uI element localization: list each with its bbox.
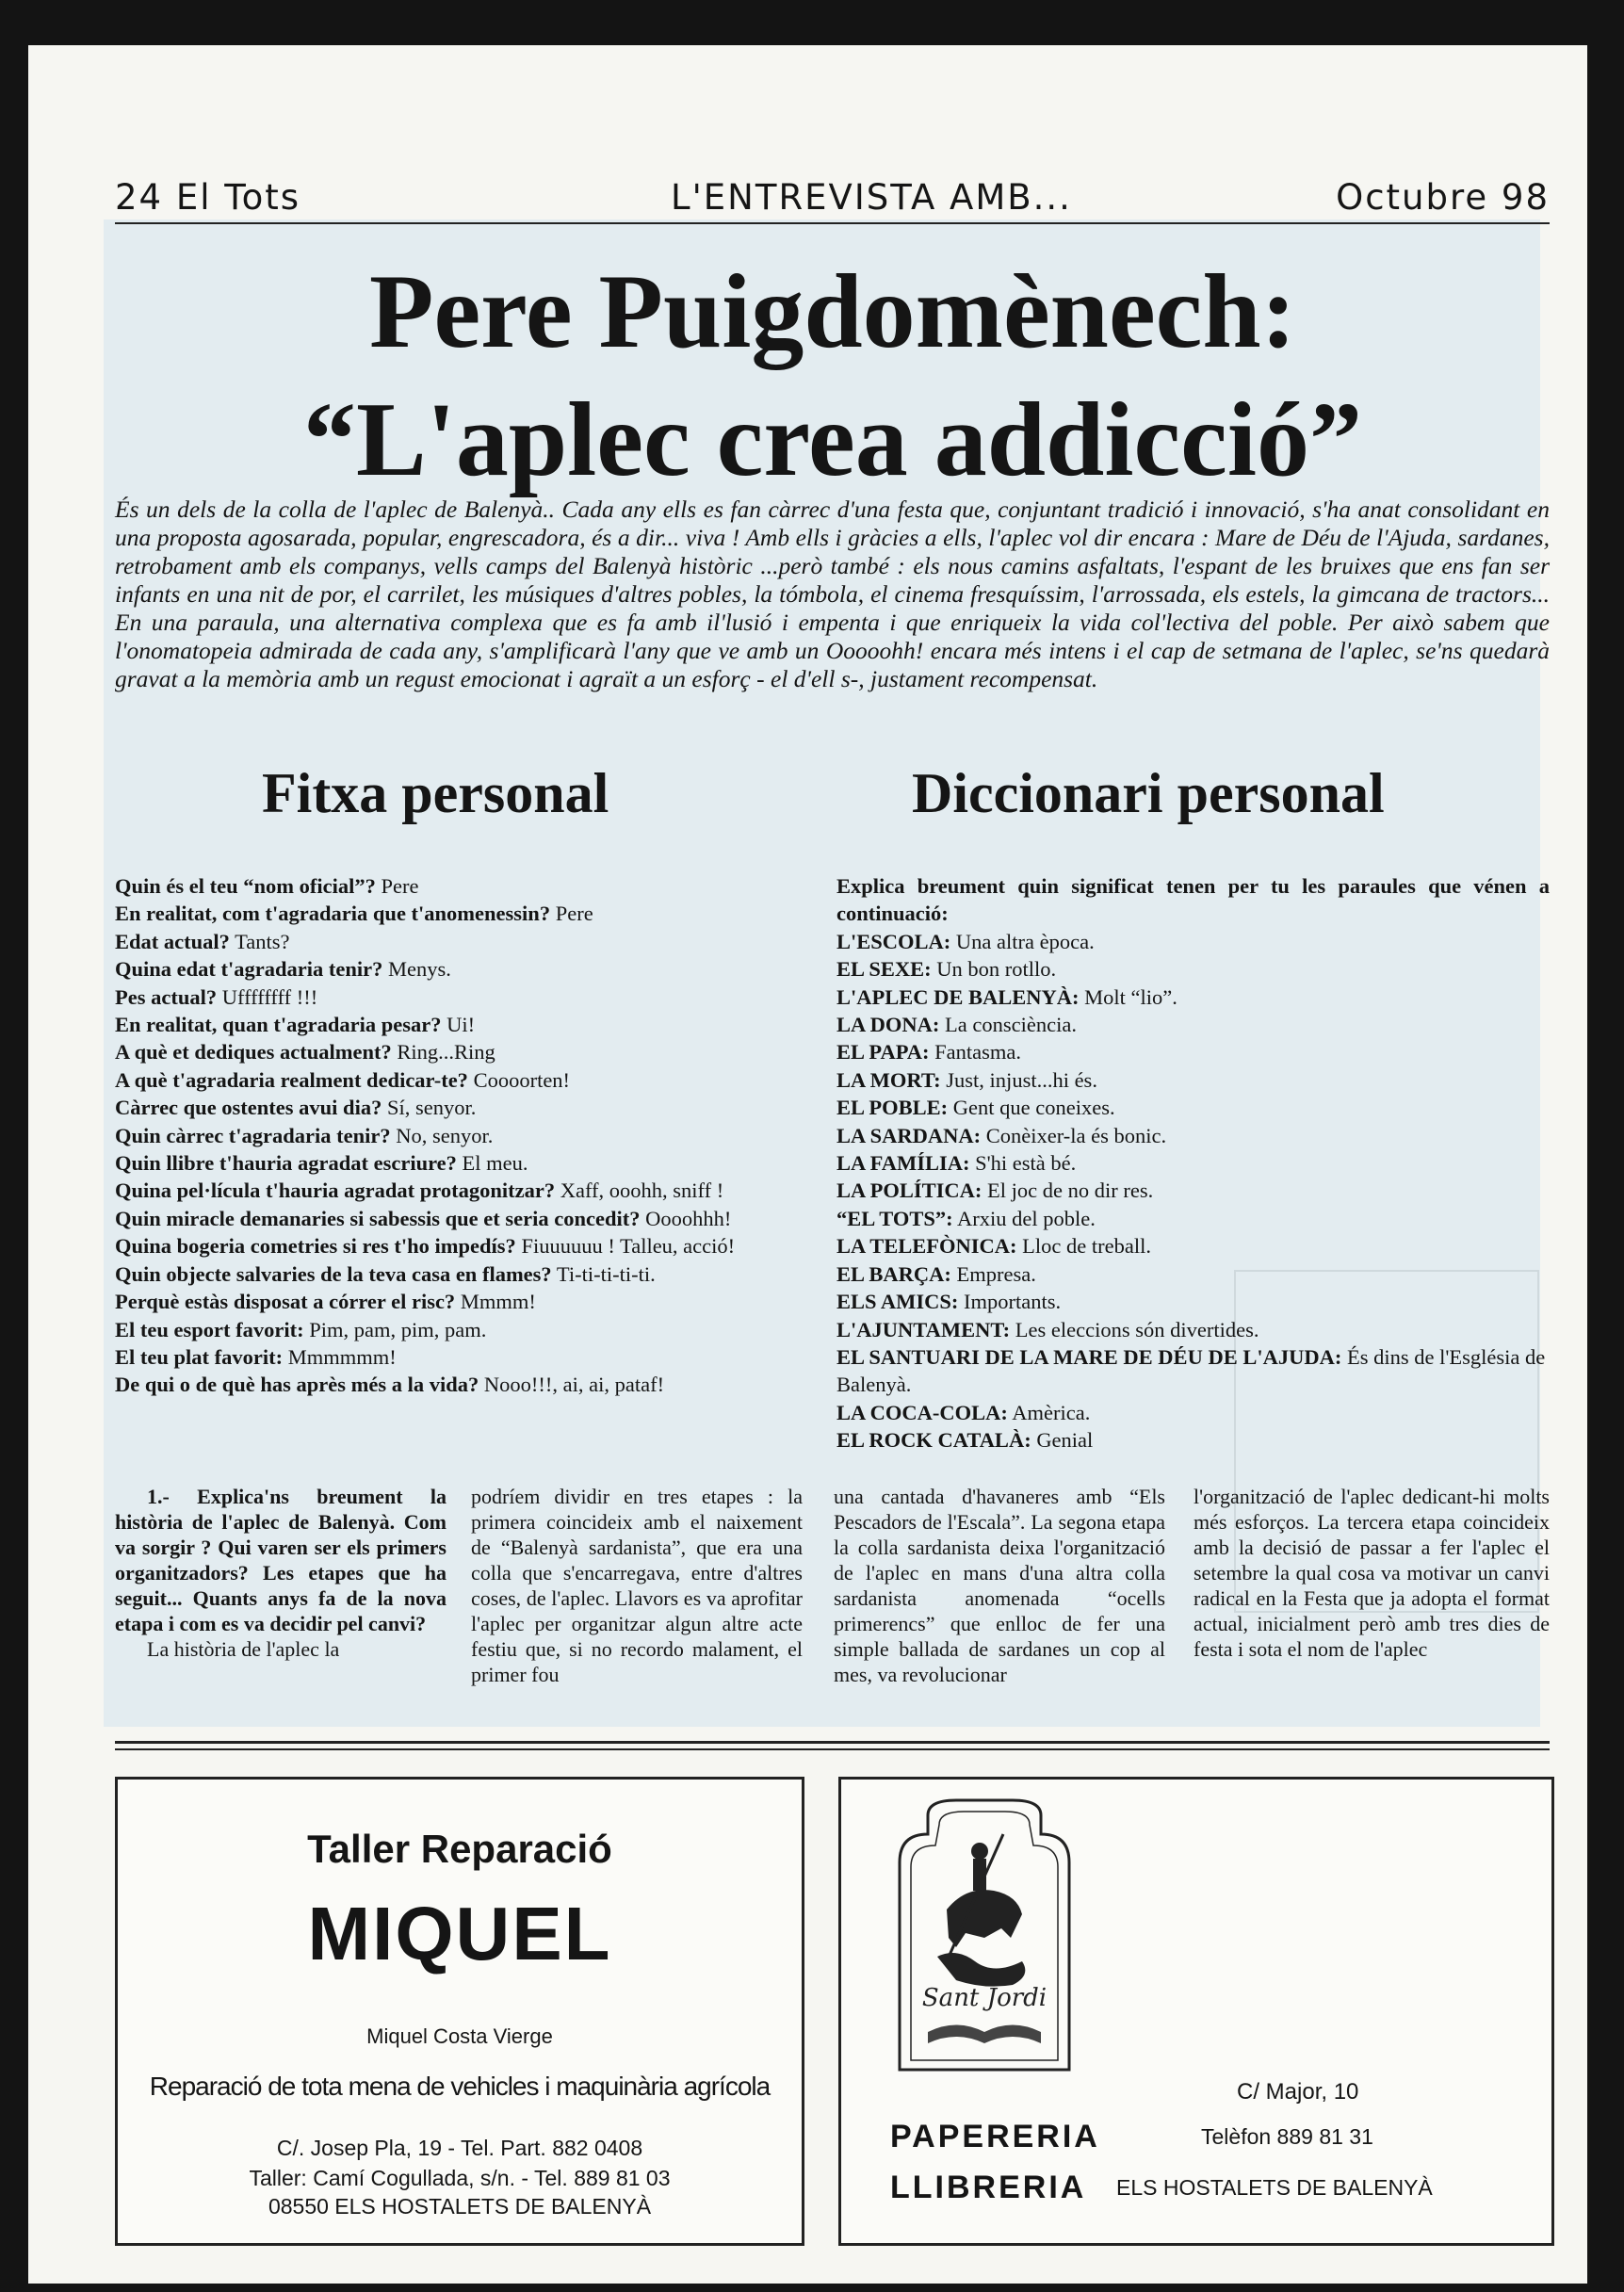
diccionari-item <box>836 1066 1550 1094</box>
taller-address-3: 08550 ELS HOSTALETS DE BALENYÀ <box>268 2194 652 2219</box>
diccionari-item <box>836 1316 1550 1343</box>
diccionari-definition: És dins de l'Església de Balenyà. <box>836 1344 1546 1397</box>
section-title: L'ENTREVISTA AMB... <box>671 177 1072 218</box>
intro-paragraph: És un dels de la colla de l'aplec de Balenyà.. Cada any ells es fan càrrec d'una festa que, conjuntant tradició i innovació, s'ha anat consolidant en una proposta agosarada, popular, engrescadora, és a dir... viva ! Amb ells i gràcies a ells, l'aplec vol dir encara : Mare de Déu de l'Ajuda, sardanes, retrobament amb els companys, vells camps del Balenyà històric ...però també : els nous camins asfaltats, l'espant de les bruixes que ens fan ser infants en una nit de por, el carrilet, les músiques d'altres pobles, la tómbola, el cinema fresquíssim, l'arrossada, els estels, la gimcana de tractors... En una paraula, una alternativa complexa que es fa amb il'lusió i empenta i que enriqueix la vida col'lectiva del poble. Per això sabem que l'onomatopeia admirada de cada any, s'amplificarà l'any que ve amb un Ooooohh! encara més intens i el cap de setmana de l'aplec, se'ns quedarà gravat a la memòria amb un regust emocionat i agraït a un esforç - el d'ell s-, justament recompensat. <box>115 496 1550 692</box>
fitxa-answer: Pim, pam, pim, pam. <box>309 1317 487 1341</box>
fitxa-item <box>115 1288 803 1315</box>
interview-column-2: podríem dividir en tres etapes : la primera coincideix amb el naixement de “Balenyà sardanista”, que era una colla que s'encarregava, entre d'altres coses, de l'aplec. Llavors es va aprofitar l'aplec per organitzar algun altre acte festiu que, si no recordo malament, el primer fou <box>471 1485 803 1686</box>
fitxa-item <box>115 1094 803 1121</box>
fitxa-question: Perquè estàs disposat a córrer el risc? <box>115 1290 456 1314</box>
sant-jordi-logo <box>890 1796 1079 2079</box>
fitxa-item <box>115 872 803 900</box>
fitxa-question: Càrrec que ostentes avui dia? <box>115 1096 382 1120</box>
interview-column-4: l'organització de l'aplec dedicant-hi molts més esforços. La tercera etapa coincideix amb la decisió de passar a fer l'aplec el setembre la qual cosa va motivar un canvi radical en la Festa que ja adopta el format actual, inicialment però amb tres dies de festa i sota el nom de l'aplec <box>1194 1485 1550 1661</box>
diccionari-item <box>836 1232 1550 1260</box>
fitxa-answer: Tants? <box>235 929 290 953</box>
diccionari-term: L'AJUNTAMENT: <box>836 1317 1011 1341</box>
page-header <box>115 177 1550 224</box>
diccionari-definition: Molt “lio”. <box>1084 984 1177 1009</box>
papereria-address: C/ Major, 10 <box>1237 2079 1359 2105</box>
fitxa-item <box>115 1066 803 1094</box>
taller-owner: Miquel Costa Vierge <box>366 2024 553 2048</box>
title-line-2: “L'aplec crea addicció” <box>303 382 1362 498</box>
fitxa-question: A què t'agradaria realment dedicar-te? <box>115 1067 468 1092</box>
diccionari-definition: Empresa. <box>956 1261 1036 1286</box>
diccionari-definition: Genial <box>1036 1428 1094 1453</box>
fitxa-question: A què et dediques actualment? <box>115 1040 392 1065</box>
diccionari-term: EL ROCK CATALÀ: <box>836 1428 1031 1453</box>
fitxa-item <box>115 1260 803 1288</box>
logo-text: Sant Jordi <box>921 1984 1047 2012</box>
taller-address-2: Taller: Camí Cogullada, s/n. - Tel. 889 81 03 <box>249 2166 671 2190</box>
diccionari-definition: Gent que coneixes. <box>952 1096 1115 1120</box>
diccionari-definition: Un bon rotllo. <box>936 957 1057 982</box>
diccionari-item <box>836 1399 1550 1426</box>
fitxa-answer: Ring...Ring <box>397 1040 495 1065</box>
magazine-page <box>28 45 1587 2284</box>
diccionari-term: EL SEXE: <box>836 957 932 982</box>
diccionari-item <box>836 983 1550 1011</box>
diccionari-definition: S'hi està bé. <box>975 1151 1077 1176</box>
fitxa-answer: Pere <box>381 874 419 898</box>
diccionari-term: EL PAPA: <box>836 1040 930 1065</box>
diccionari-term: EL BARÇA: <box>836 1261 951 1286</box>
diccionari-term: “EL TOTS”: <box>836 1206 953 1230</box>
diccionari-definition: Importants. <box>964 1290 1062 1314</box>
fitxa-item <box>115 1149 803 1177</box>
diccionari-definition: Just, injust...hi és. <box>946 1067 1097 1092</box>
diccionari-definition: El joc de no dir res. <box>987 1179 1154 1203</box>
question-1: 1.- Explica'ns breument la història de l'aplec de Balenyà. Com va sorgir ? Qui varen ser els primers organitzadors? Les etapes que ha seguit... Quants anys fa de la nova etapa i com es va decidir pel canvi? <box>115 1485 447 1635</box>
diccionari-item <box>836 1011 1550 1038</box>
st-george-figure-icon <box>937 1834 1025 1987</box>
fitxa-answer: Xaff, ooohh, sniff ! <box>560 1179 724 1203</box>
answer-start: La història de l'aplec la <box>147 1637 340 1661</box>
fitxa-answer: Pere <box>555 902 593 926</box>
diccionari-definition: Una altra època. <box>955 929 1095 953</box>
article-title <box>104 248 1562 504</box>
diccionari-term: LA SARDANA: <box>836 1123 982 1147</box>
fitxa-item <box>115 928 803 955</box>
papereria-town: ELS HOSTALETS DE BALENYÀ <box>1116 2175 1433 2200</box>
fitxa-item <box>115 1122 803 1149</box>
fitxa-question: El teu plat favorit: <box>115 1344 284 1369</box>
fitxa-answer: Nooo!!!, ai, ai, pataf! <box>483 1373 665 1397</box>
diccionari-item <box>836 1343 1550 1399</box>
diccionari-term: LA MORT: <box>836 1067 941 1092</box>
rule-bottom <box>115 1748 1550 1750</box>
fitxa-question: Quin objecte salvaries de la teva casa en flames? <box>115 1261 552 1286</box>
diccionari-definition: Arxiu del poble. <box>957 1206 1096 1230</box>
fitxa-item <box>115 900 803 927</box>
diccionari-term: LA COCA-COLA: <box>836 1400 1008 1424</box>
fitxa-item <box>115 1205 803 1232</box>
diccionari-definition: Amèrica. <box>1012 1400 1091 1424</box>
diccionari-term: LA DONA: <box>836 1013 940 1037</box>
fitxa-question: De qui o de què has après més a la vida? <box>115 1373 479 1397</box>
fitxa-question: Quin miracle demanaries si sabessis que et seria concedit? <box>115 1206 641 1230</box>
fitxa-heading: Fitxa personal <box>262 762 609 824</box>
diccionari-definition: La consciència. <box>945 1013 1077 1037</box>
fitxa-question: El teu esport favorit: <box>115 1317 304 1341</box>
diccionari-item <box>836 1177 1550 1204</box>
diccionari-definition: Fantasma. <box>934 1040 1022 1065</box>
diccionari-item <box>836 1149 1550 1177</box>
fitxa-answer: El meu. <box>462 1151 528 1176</box>
fitxa-answer: No, senyor. <box>396 1123 494 1147</box>
diccionari-term: EL SANTUARI DE LA MARE DE DÉU DE L'AJUDA: <box>836 1344 1342 1369</box>
fitxa-question: Quina edat t'agradaria tenir? <box>115 957 383 982</box>
papereria-ad <box>838 1777 1554 2246</box>
fitxa-question: En realitat, com t'agradaria que t'anomenessin? <box>115 902 551 926</box>
fitxa-item <box>115 1177 803 1204</box>
page-number: 24 El Tots <box>115 177 300 218</box>
diccionari-item <box>836 1205 1550 1232</box>
fitxa-item <box>115 1371 803 1398</box>
fitxa-item <box>115 955 803 983</box>
fitxa-question: En realitat, quan t'agradaria pesar? <box>115 1013 442 1037</box>
fitxa-answer: Sí, senyor. <box>386 1096 477 1120</box>
fitxa-answer: Mmmmmm! <box>287 1344 397 1369</box>
taller-line1: Taller Reparació <box>307 1827 612 1871</box>
rule-top <box>115 1741 1550 1744</box>
papereria-phone: Telèfon 889 81 31 <box>1201 2124 1373 2149</box>
fitxa-answer: Ui! <box>447 1013 476 1037</box>
diccionari-heading: Diccionari personal <box>912 762 1385 824</box>
diccionari-definition: Conèixer-la és bonic. <box>985 1123 1167 1147</box>
diccionari-item <box>836 1426 1550 1454</box>
diccionari-item <box>836 1288 1550 1315</box>
fitxa-question: Pes actual? <box>115 984 218 1009</box>
fitxa-question: Quin és el teu “nom oficial”? <box>115 874 376 898</box>
taller-name: MIQUEL <box>307 1892 612 1975</box>
diccionari-item <box>836 955 1550 983</box>
fitxa-question: Quina pel·lícula t'hauria agradat protagonitzar? <box>115 1179 556 1203</box>
fitxa-answer: Uffffffff !!! <box>221 984 318 1009</box>
diccionari-definition: Lloc de treball. <box>1022 1234 1151 1259</box>
fitxa-answer: Oooohhh! <box>645 1206 732 1230</box>
diccionari-definition: Les eleccions són divertides. <box>1015 1317 1259 1341</box>
diccionari-term: L'ESCOLA: <box>836 929 951 953</box>
fitxa-list <box>115 872 803 1399</box>
llibreria-label: LLIBRERIA <box>890 2170 1087 2205</box>
fitxa-question: Quin llibre t'hauria agradat escriure? <box>115 1151 457 1176</box>
fitxa-item <box>115 1316 803 1343</box>
papereria-label: PAPERERIA <box>890 2119 1100 2154</box>
diccionari-list <box>836 872 1550 1455</box>
fitxa-answer: Mmmm! <box>460 1290 536 1314</box>
diccionari-term: EL POBLE: <box>836 1096 949 1120</box>
title-line-1: Pere Puigdomènech: <box>369 253 1296 370</box>
fitxa-item <box>115 983 803 1011</box>
taller-address-1: C/. Josep Pla, 19 - Tel. Part. 882 0408 <box>276 2136 643 2160</box>
taller-service: Reparació de tota mena de vehicles i maquinària agrícola <box>149 2072 771 2101</box>
diccionari-term: ELS AMICS: <box>836 1290 959 1314</box>
diccionari-item <box>836 1122 1550 1149</box>
fitxa-answer: Ti-ti-ti-ti-ti. <box>556 1261 656 1286</box>
diccionari-term: LA TELEFÒNICA: <box>836 1234 1017 1259</box>
interview-column-1 <box>115 1484 447 1662</box>
diccionari-lead: Explica breument quin significat tenen per tu les paraules que vénen a continuació: <box>836 874 1550 926</box>
diccionari-term: L'APLEC DE BALENYÀ: <box>836 984 1080 1009</box>
diccionari-item <box>836 1260 1550 1288</box>
diccionari-item <box>836 928 1550 955</box>
fitxa-item <box>115 1038 803 1065</box>
fitxa-answer: Fiuuuuuu ! Talleu, acció! <box>521 1234 736 1259</box>
interview-column-3: una cantada d'havaneres amb “Els Pescadors de l'Escala”. La segona etapa la colla sardanista deixa l'organització de l'aplec en mans d'una altra colla sardanista anomenada “ocells primerencs” que enlloc de fer una simple ballada de sardanes un cop al mes, va revolucionar <box>834 1485 1165 1686</box>
fitxa-item <box>115 1232 803 1260</box>
fitxa-answer: Menys. <box>387 957 451 982</box>
fitxa-question: Quina bogeria cometries si res t'ho impedís? <box>115 1234 516 1259</box>
diccionari-term: LA FAMÍLIA: <box>836 1151 970 1176</box>
fitxa-item <box>115 1011 803 1038</box>
fitxa-answer: Coooorten! <box>473 1067 571 1092</box>
fitxa-question: Quin càrrec t'agradaria tenir? <box>115 1123 391 1147</box>
fitxa-question: Edat actual? <box>115 929 230 953</box>
diccionari-item <box>836 1094 1550 1121</box>
diccionari-item <box>836 1038 1550 1065</box>
taller-ad <box>115 1777 804 2246</box>
issue-date: Octubre 98 <box>1336 177 1550 218</box>
fitxa-item <box>115 1343 803 1371</box>
diccionari-term: LA POLÍTICA: <box>836 1179 983 1203</box>
